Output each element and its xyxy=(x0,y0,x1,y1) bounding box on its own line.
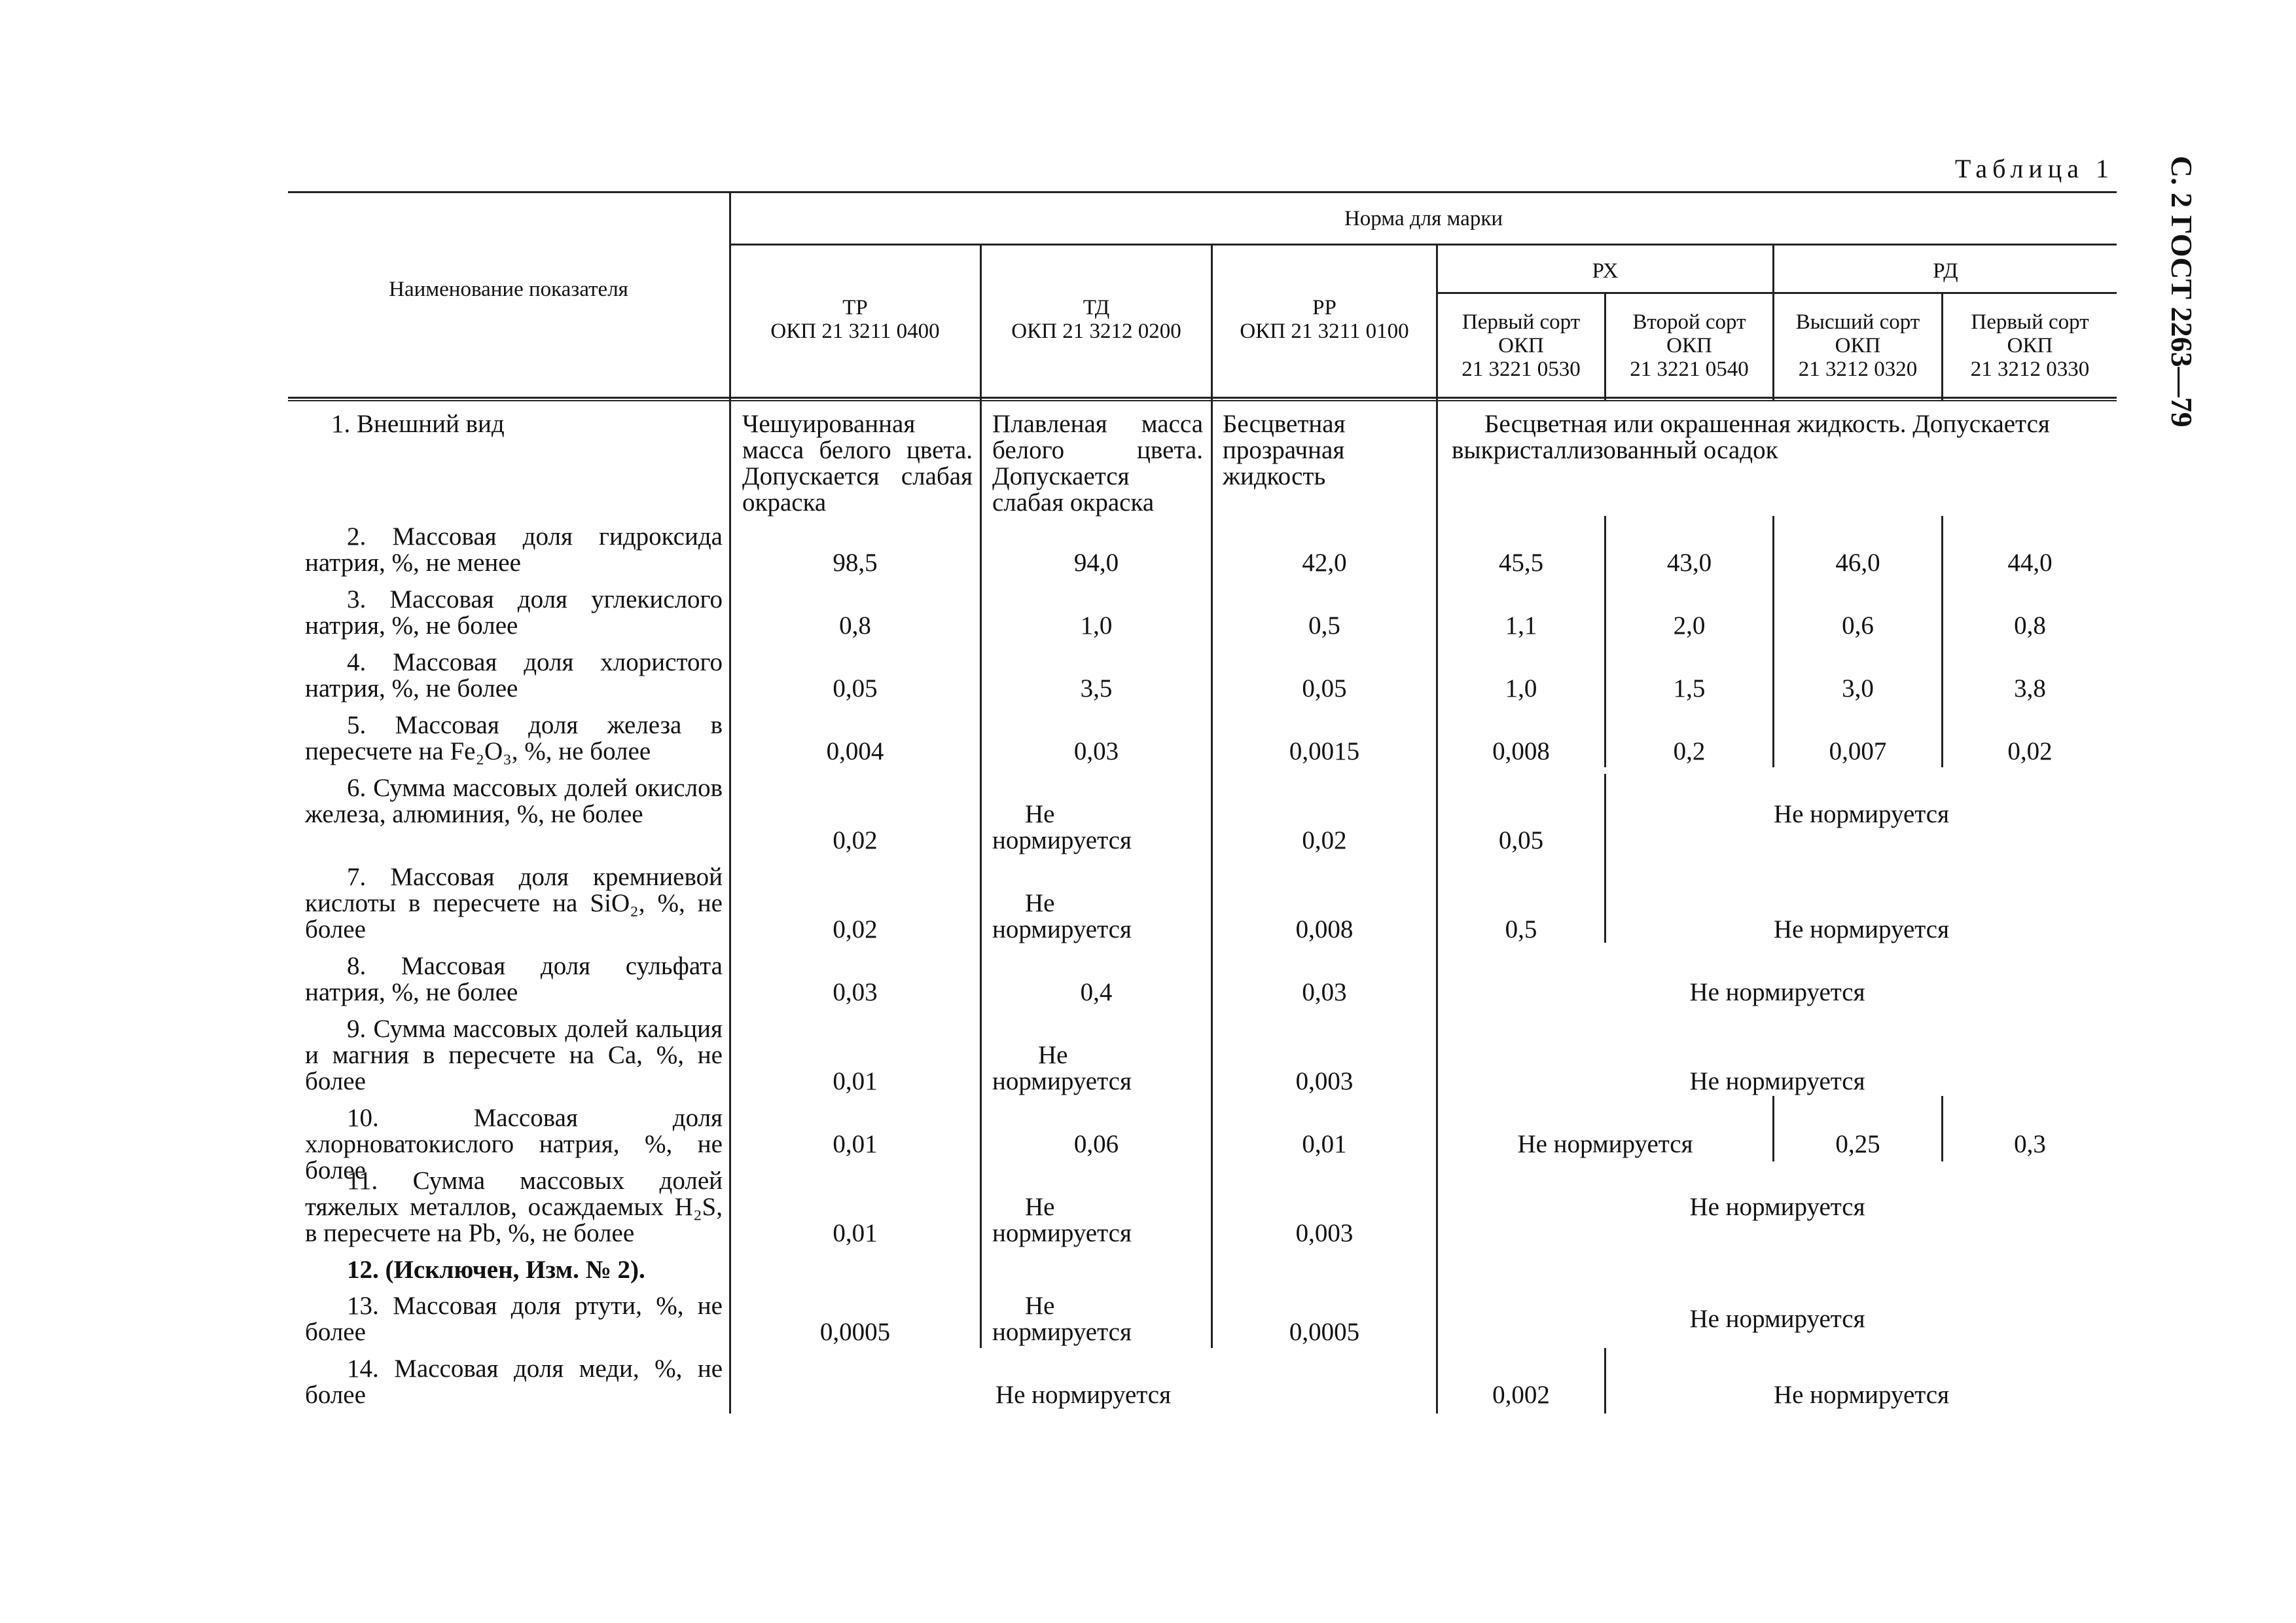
header-rd-first-grade: Первый сорт xyxy=(1971,310,2089,334)
header-rx-label: РХ xyxy=(1592,259,1619,283)
header-name-col: Наименование показателя xyxy=(389,278,628,301)
header-rd-first-okp: ОКП xyxy=(2007,334,2053,357)
row14-rest: Не нормируется xyxy=(1773,1381,1950,1409)
header-rd-first-code: 21 3212 0330 xyxy=(1970,357,2090,381)
header-rx-second-code: 21 3221 0540 xyxy=(1630,357,1749,381)
row1-name: 1. Внешний вид xyxy=(331,410,505,438)
row4-name: 4. Массовая доля хлористого натрия, %, не более xyxy=(305,648,723,702)
row7-tr: 0,02 xyxy=(833,915,878,943)
header-rr-code: ОКП 21 3211 0100 xyxy=(1240,319,1409,343)
row13-rr: 0,0005 xyxy=(1289,1318,1360,1346)
row9-name: 9. Сумма массовых долей кальция и магния в пересчете на Са, %, не более xyxy=(305,1015,723,1095)
header-rr xyxy=(1213,296,1436,343)
row7-rest: Не нормируется xyxy=(1773,915,1950,943)
row3-rd2: 0,8 xyxy=(2014,611,2046,640)
row3-rx2: 2,0 xyxy=(1673,611,1706,640)
row3-rd1: 0,6 xyxy=(1842,611,1874,640)
row14-rx1: 0,002 xyxy=(1492,1381,1550,1409)
row11-rr: 0,003 xyxy=(1295,1219,1354,1247)
header-rx-first-okp: ОКП xyxy=(1498,334,1544,357)
header-rd-highest-okp: ОКП xyxy=(1835,334,1881,357)
header-tr-code: ОКП 21 3211 0400 xyxy=(770,319,940,343)
row11-name: 11. Сумма массовых долей тяжелых металлов, осаждаемых H₂S, в пересчете на Pb, %, не более xyxy=(305,1167,723,1247)
row7-name: 7. Массовая доля кремниевой кислоты в пересчете на SiO₂, %, не более xyxy=(305,863,723,943)
row4-rx2: 1,5 xyxy=(1673,674,1706,702)
header-rx-first-grade: Первый сорт xyxy=(1462,310,1581,334)
row3-rx1: 1,1 xyxy=(1505,611,1537,640)
header-rr-label: РР xyxy=(1312,296,1336,319)
table-caption: Таблица 1 xyxy=(1954,154,2114,183)
row4-rr: 0,05 xyxy=(1302,674,1347,702)
row5-rd2: 0,02 xyxy=(2007,737,2053,765)
row6-tr: 0,02 xyxy=(833,826,878,854)
row2-rx2: 43,0 xyxy=(1666,549,1712,577)
header-rd-highest-code: 21 3212 0320 xyxy=(1798,357,1918,381)
row8-rr: 0,03 xyxy=(1302,978,1347,1006)
row1-tr: Чешуированная масса белого цвета. Допускается слабая окраска xyxy=(742,410,973,517)
row4-td: 3,5 xyxy=(1080,674,1113,702)
header-rx-first xyxy=(1438,310,1604,381)
row2-tr: 98,5 xyxy=(833,549,878,577)
vline-tr-td-body xyxy=(980,401,982,1348)
row12-name: 12. (Исключен, Изм. № 2). xyxy=(347,1256,645,1284)
row10-rr: 0,01 xyxy=(1302,1130,1347,1158)
row10-rx: Не нормируется xyxy=(1517,1130,1693,1158)
row3-tr: 0,8 xyxy=(839,611,871,640)
row5-rr: 0,0015 xyxy=(1289,737,1360,765)
row14-first: Не нормируется xyxy=(995,1381,1172,1409)
header-norm-title: Норма для марки xyxy=(1344,207,1503,230)
row6-rest: Не нормируется xyxy=(1773,800,1950,828)
row13-tr: 0,0005 xyxy=(819,1318,891,1346)
row1-liquid: Бесцветная или окрашенная жидкость. Допускается выкристаллизованный осадок xyxy=(1452,410,2050,464)
header-rx-second-okp: ОКП xyxy=(1666,334,1712,357)
header-rd-highest xyxy=(1774,310,1941,381)
row4-rd2: 3,8 xyxy=(2014,674,2046,702)
row2-rd2: 44,0 xyxy=(2007,549,2053,577)
row10-tr: 0,01 xyxy=(833,1130,878,1158)
row4-rd1: 3,0 xyxy=(1842,674,1874,702)
row1-rr: Бесцветная прозрачная жидкость xyxy=(1223,410,1346,490)
table-top-border xyxy=(288,191,2117,193)
row10-td: 0,06 xyxy=(1073,1130,1119,1158)
row13-name: 13. Массовая доля ртути, %, не более xyxy=(305,1292,723,1346)
row6-rx1: 0,05 xyxy=(1498,826,1544,854)
row9-tr: 0,01 xyxy=(833,1067,878,1095)
row4-tr: 0,05 xyxy=(833,674,878,702)
header-rx-second xyxy=(1606,310,1772,381)
row11-td: Не нормируется xyxy=(992,1193,1132,1247)
row8-td: 0,4 xyxy=(1080,978,1113,1006)
norm-title-divider xyxy=(730,244,2117,246)
row11-tr: 0,01 xyxy=(833,1219,878,1247)
row2-rd1: 46,0 xyxy=(1835,549,1880,577)
row5-name: 5. Массовая доля железа в пересчете на Fe₂O₃, %, не более xyxy=(305,711,723,765)
row3-rr: 0,5 xyxy=(1308,611,1340,640)
row3-td: 1,0 xyxy=(1080,611,1113,640)
subgroup-divider xyxy=(1437,292,2117,294)
row4-rx1: 1,0 xyxy=(1505,674,1537,702)
row13-td: Не нормируется xyxy=(992,1292,1132,1346)
row2-td: 94,0 xyxy=(1073,549,1119,577)
row7-rr: 0,008 xyxy=(1295,915,1354,943)
header-tr xyxy=(730,296,980,343)
row9-rr: 0,003 xyxy=(1295,1067,1354,1095)
row14-name: 14. Массовая доля меди, %, не более xyxy=(305,1355,723,1409)
row10-rd1: 0,25 xyxy=(1835,1130,1880,1158)
row3-name: 3. Массовая доля углекислого натрия, %, не более xyxy=(305,585,723,640)
row2-rx1: 45,5 xyxy=(1498,549,1544,577)
row1-td: Плавленая масса белого цвета. Допускается слабая окраска xyxy=(992,410,1203,517)
header-rd-highest-grade: Высший сорт xyxy=(1795,310,1920,334)
row8-name: 8. Массовая доля сульфата натрия, %, не более xyxy=(305,952,723,1006)
header-td-code: ОКП 21 3212 0200 xyxy=(1011,319,1181,343)
row6-rr: 0,02 xyxy=(1302,826,1347,854)
row13-rest: Не нормируется xyxy=(1689,1305,1865,1333)
row7-td: Не нормируется xyxy=(992,889,1132,943)
header-rx-second-grade: Второй сорт xyxy=(1632,310,1746,334)
header-td-label: ТД xyxy=(1083,296,1110,319)
row5-tr: 0,004 xyxy=(826,737,884,765)
vline-td-rr-body xyxy=(1211,401,1213,1348)
row2-name: 2. Массовая доля гидроксида натрия, %, не менее xyxy=(305,522,723,577)
row10-name: 10. Массовая доля хлорноватокислого натрия, %, не более xyxy=(305,1104,723,1184)
row2-rr: 42,0 xyxy=(1302,549,1347,577)
row11-rest: Не нормируется xyxy=(1689,1193,1865,1221)
header-rd-label: РД xyxy=(1933,259,1958,283)
row5-rd1: 0,007 xyxy=(1829,737,1887,765)
row9-td: Не нормируется xyxy=(992,1041,1132,1095)
header-bottom-border xyxy=(288,397,2117,401)
header-tr-label: ТР xyxy=(842,296,868,319)
row8-tr: 0,03 xyxy=(833,978,878,1006)
row8-rest: Не нормируется xyxy=(1689,978,1865,1006)
header-rx-first-code: 21 3221 0530 xyxy=(1462,357,1581,381)
row5-td: 0,03 xyxy=(1073,737,1119,765)
row5-rx1: 0,008 xyxy=(1492,737,1550,765)
side-page-label: С. 2 ГОСТ 2263—79 xyxy=(2165,156,2198,428)
row9-rest: Не нормируется xyxy=(1689,1067,1865,1095)
row10-rd2: 0,3 xyxy=(2014,1130,2046,1158)
row6-name: 6. Сумма массовых долей окислов железа, алюминия, %, не более xyxy=(305,774,723,828)
row7-rx1: 0,5 xyxy=(1505,915,1537,943)
row6-td: Не нормируется xyxy=(992,800,1132,854)
row5-rx2: 0,2 xyxy=(1673,737,1706,765)
header-td xyxy=(982,296,1211,343)
header-rd-first xyxy=(1943,310,2117,381)
